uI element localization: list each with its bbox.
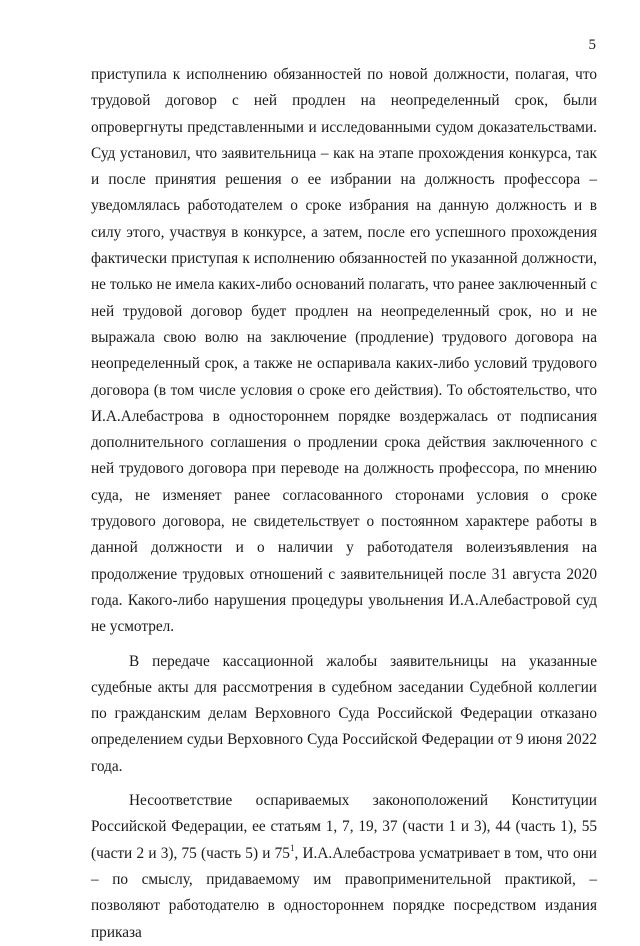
paragraph-continuation: приступила к исполнению обязанностей по новой должности, полагая, что трудовой договор с ней продлен на неопределенный срок, были опровергнуты представленными и исследованными судом доказательствами. Суд установил, что заявительница – как на этапе прохождения конкурса, так и после принятия решения о ее избрании на должность профессора – уведомлялась работодателем о сроке избрания на данную должность и в силу этого, участвуя в конкурсе, а затем, после его успешного прохождения фактически приступая к исполнению обязанностей по указанной должности, не только не имела каких-либо оснований полагать, что ранее заключенный с ней трудовой договор будет продлен на неопределенный срок, но и не выражала свою волю на заключение (продление) трудового договора на неопределенный срок, а также не оспаривала каких-либо условий трудового договора (в том числе условия о сроке его действия). То обстоятельство, что И.А.Алебастрова в одностороннем порядке воздержалась от подписания дополнительного соглашения о продлении срока действия заключенного с ней трудового договора при переводе на должность профессора, по мнению суда, не изменяет ранее согласованного сторонами условия о сроке трудового договора, не свидетельствует о постоянном характере работы в данной должности и о наличии у работодателя волеизъявления на продолжение трудовых отношений с заявительницей после 31 августа 2020 года. Какого-либо нарушения процедуры увольнения И.А.Алебастровой суд не усмотрел. bbox=[91, 66, 597, 636]
document-body bbox=[91, 62, 597, 946]
paragraph-cassation: В передаче кассационной жалобы заявительницы на указанные судебные акты для рассмотрения в судебном заседании Судебной коллегии по гражданским делам Верховного Суда Российской Федерации отказано определением судьи Верховного Суда Российской Федерации от 9 июня 2022 года. bbox=[91, 652, 597, 775]
paragraph-spacer bbox=[91, 780, 597, 788]
paragraph-nonconformity bbox=[91, 788, 597, 946]
paragraph-spacer bbox=[91, 641, 597, 649]
paragraph-text-after: , И.А.Алебастрова усматривает в том, что они – по смыслу, придаваемому им правоприменительной практикой, – позволяют работодателю в одностороннем порядке посредством издания приказа bbox=[91, 844, 597, 941]
paragraph-text-before: Несоответствие оспариваемых законоположений Конституции Российской Федерации, ее статьям 1, 7, 19, 37 (части 1 и 3), 44 (часть 1), 55 (части 2 и 3), 75 (часть 5) и 75 bbox=[91, 792, 597, 862]
page-number: 5 bbox=[588, 37, 596, 53]
article-superscript: 1 bbox=[289, 842, 295, 853]
